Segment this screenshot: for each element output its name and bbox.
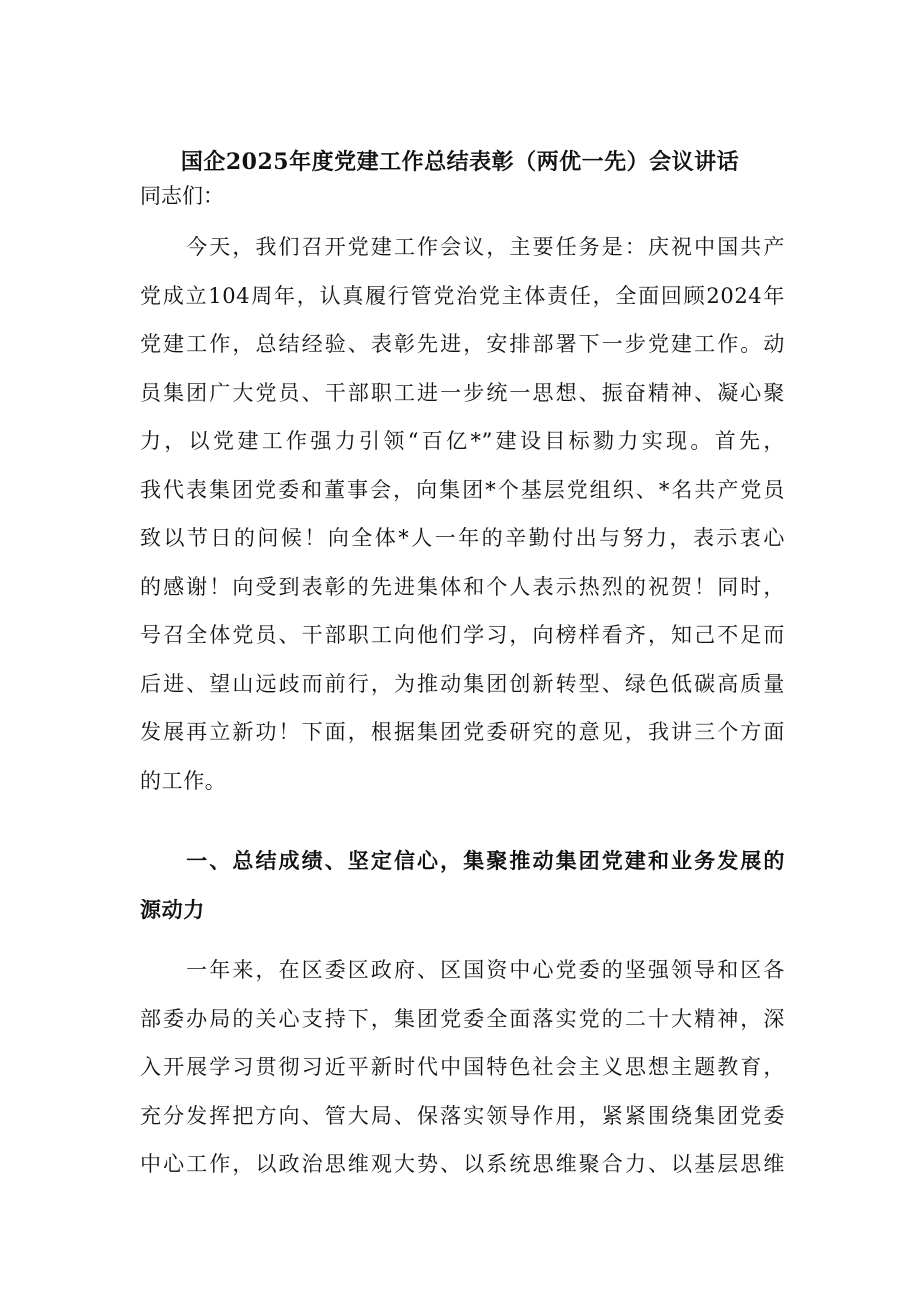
paragraph-line: 发展再立新功！下面，根据集团党委研究的意见，我讲三个方面 [140,720,785,744]
paragraph-line: 的感谢！向受到表彰的先进集体和个人表示热烈的祝贺！同时， [140,574,785,599]
paragraph-line: 号召全体党员、干部职工向他们学习，向榜样看齐，知己不足而 [140,623,785,647]
paragraph-line: 力，以党建工作强力引领“百亿*”建设目标勠力实现。首先， [140,429,785,453]
heading-line: 一、总结成绩、坚定信心，集聚推动集团党建和业务发展的 [140,848,785,873]
salutation: 同志们： [140,184,224,208]
paragraph-line: 党成立104周年，认真履行管党治党主体责任，全面回顾2024年 [140,283,785,308]
paragraph-line: 中心工作，以政治思维观大势、以系统思维聚合力、以基层思维 [140,1152,785,1176]
paragraph-line: 员集团广大党员、干部职工进一步统一思想、振奋精神、凝心聚 [140,380,785,405]
section-heading-1 [140,837,785,934]
paragraph-section-1 [140,946,785,1189]
document-title: 国企2025年度党建工作总结表彰（两优一先）会议讲话 [180,149,740,175]
paragraph-line: 一年来，在区委区政府、区国资中心党委的坚强领导和区各 [140,958,785,982]
paragraph-line: 党建工作，总结经验、表彰先进，安排部署下一步党建工作。动 [140,332,785,356]
paragraph-line: 的工作。 [140,768,227,793]
paragraph-line: 充分发挥把方向、管大局、保落实领导作用，紧紧围绕集团党委 [140,1103,785,1128]
paragraph-line: 入开展学习贯彻习近平新时代中国特色社会主义思想主题教育， [140,1055,785,1079]
paragraph-line: 我代表集团党委和董事会，向集团*个基层党组织、*名共产党员 [140,477,785,502]
paragraph-line: 后进、望山远歧而前行，为推动集团创新转型、绿色低碳高质量 [140,671,785,696]
paragraph-line: 今天，我们召开党建工作会议，主要任务是：庆祝中国共产 [140,235,785,259]
paragraph-opening [140,223,785,805]
paragraph-line: 致以节日的问候！向全体*人一年的辛勤付出与努力，表示衷心 [140,526,785,550]
heading-line: 源动力 [140,896,205,922]
paragraph-line: 部委办局的关心支持下，集团党委全面落实党的二十大精神，深 [140,1006,785,1031]
